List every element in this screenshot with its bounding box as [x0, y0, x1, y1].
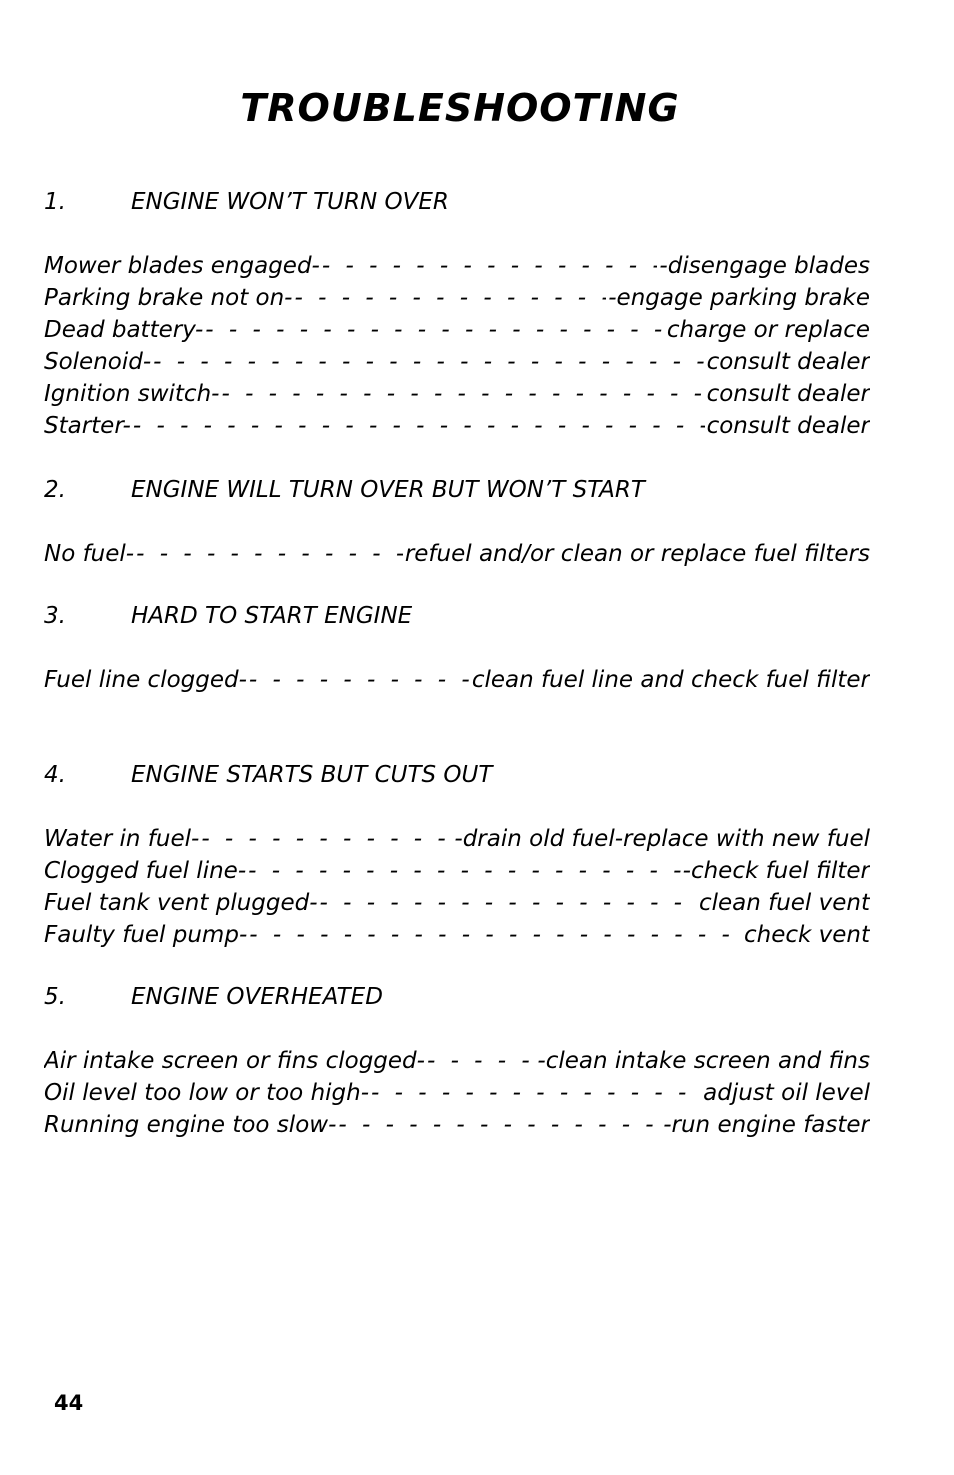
dot-leader — [205, 314, 665, 346]
problem-list — [44, 538, 870, 570]
list-item — [44, 823, 870, 855]
list-item — [44, 919, 870, 951]
problem-text: Oil level too low or too high- — [44, 1080, 370, 1106]
list-item — [44, 282, 870, 314]
problem-text: Parking brake not on- — [44, 285, 293, 311]
remedy-text: clean fuel line and check fuel filter — [471, 667, 870, 693]
section-title: ENGINE STARTS BUT CUTS OUT — [131, 762, 493, 788]
remedy-text: -clean intake screen and fins — [537, 1048, 870, 1074]
remedy-text: consult dealer — [706, 413, 870, 439]
remedy-text: -run engine faster — [663, 1112, 870, 1138]
remedy-text: consult dealer — [706, 349, 870, 375]
problem-text: Running engine too slow- — [44, 1112, 337, 1138]
problem-text: Mower blades engaged- — [44, 253, 320, 279]
list-item — [44, 314, 870, 346]
list-item — [44, 664, 870, 696]
section-number: 5. — [44, 984, 66, 1010]
dot-leader — [249, 919, 742, 951]
list-item — [44, 855, 870, 887]
section-starts-cuts-out — [44, 759, 870, 951]
dot-leader — [320, 887, 697, 919]
remedy-text: -engage parking brake — [608, 285, 870, 311]
dot-leader — [338, 1109, 661, 1141]
section-heading — [44, 759, 870, 791]
remedy-text: refuel and/or clean or replace fuel filters — [404, 541, 870, 567]
section-heading — [44, 981, 870, 1013]
dot-leader — [294, 282, 606, 314]
remedy-text: clean fuel vent — [698, 890, 870, 916]
section-heading — [44, 186, 870, 218]
dot-leader — [248, 855, 681, 887]
section-title: ENGINE WILL TURN OVER BUT WON’T START — [131, 477, 645, 503]
remedy-text: charge or replace — [666, 317, 870, 343]
section-engine-turns-wont-start — [44, 474, 870, 570]
section-title: HARD TO START ENGINE — [131, 603, 413, 629]
list-item — [44, 346, 870, 378]
dot-leader — [133, 410, 705, 442]
remedy-text: -disengage blades — [659, 253, 870, 279]
dot-leader — [136, 538, 403, 570]
list-item — [44, 1109, 870, 1141]
section-number: 2. — [44, 477, 66, 503]
list-item — [44, 887, 870, 919]
problem-text: No fuel- — [44, 541, 135, 567]
list-item — [44, 1045, 870, 1077]
dot-leader — [201, 823, 452, 855]
problem-text: Air intake screen or fins clogged- — [44, 1048, 425, 1074]
remedy-text: consult dealer — [706, 381, 870, 407]
problem-text: Ignition switch- — [44, 381, 220, 407]
problem-text: Faulty fuel pump- — [44, 922, 248, 948]
list-item — [44, 250, 870, 282]
remedy-text: check vent — [743, 922, 870, 948]
problem-list — [44, 250, 870, 442]
section-number: 1. — [44, 189, 66, 215]
page-title: TROUBLESHOOTING — [240, 86, 680, 130]
dot-leader — [427, 1045, 535, 1077]
list-item — [44, 378, 870, 410]
dot-leader — [249, 664, 470, 696]
section-number: 4. — [44, 762, 66, 788]
page-number: 44 — [54, 1391, 84, 1415]
section-hard-to-start — [44, 600, 870, 696]
problem-text: Solenoid- — [44, 349, 152, 375]
remedy-text: -drain old fuel-replace with new fuel — [454, 826, 870, 852]
section-engine-overheated — [44, 981, 870, 1141]
dot-leader — [322, 250, 658, 282]
section-heading — [44, 474, 870, 506]
problem-text: Fuel tank vent plugged- — [44, 890, 318, 916]
section-number: 3. — [44, 603, 66, 629]
remedy-text: -check fuel filter — [682, 858, 870, 884]
remedy-text: adjust oil level — [703, 1080, 870, 1106]
problem-text: Water in fuel- — [44, 826, 200, 852]
problem-text: Fuel line clogged- — [44, 667, 247, 693]
problem-text: Clogged fuel line- — [44, 858, 247, 884]
problem-text: Starter- — [44, 413, 131, 439]
dot-leader — [153, 346, 704, 378]
dot-leader — [221, 378, 704, 410]
section-heading — [44, 600, 870, 632]
problem-list — [44, 1045, 870, 1141]
section-title: ENGINE WON’T TURN OVER — [131, 189, 449, 215]
dot-leader — [371, 1077, 701, 1109]
list-item — [44, 538, 870, 570]
problem-list — [44, 664, 870, 696]
list-item — [44, 1077, 870, 1109]
problem-text: Dead battery- — [44, 317, 204, 343]
list-item — [44, 410, 870, 442]
section-engine-wont-turn-over — [44, 186, 870, 442]
section-title: ENGINE OVERHEATED — [131, 984, 383, 1010]
problem-list — [44, 823, 870, 951]
